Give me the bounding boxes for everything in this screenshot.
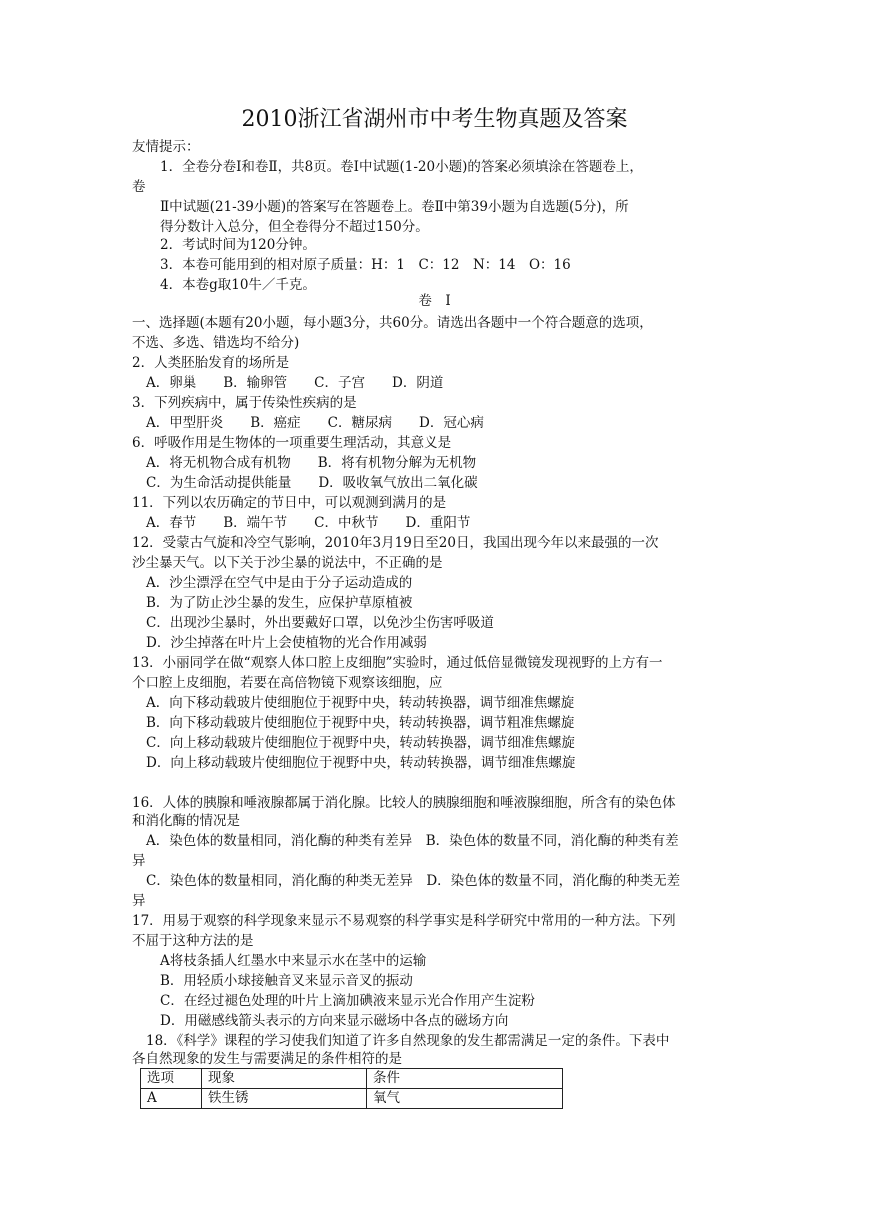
question-stem: 16．人体的胰腺和唾液腺都属于消化腺。比较人的胰腺细胞和唾液腺细胞，所含有的染色体 bbox=[132, 795, 676, 811]
notice-line: Ⅱ中试题(21-39小题)的答案写在答题卷上。卷Ⅱ中第39小题为自选题(5分)，所 bbox=[160, 199, 629, 215]
conditions-table bbox=[140, 1068, 563, 1109]
notice-line: 4．本卷g取10牛／千克。 bbox=[160, 277, 316, 293]
question-option: C．出现沙尘暴时，外出要戴好口罩，以免沙尘伤害呼吸道 bbox=[146, 615, 494, 631]
notice-line: 卷 bbox=[132, 179, 146, 195]
question-option: B．为了防止沙尘暴的发生，应保护草原植被 bbox=[146, 595, 413, 611]
question-option: C．向上移动载玻片使细胞位于视野中央，转动转换器，调节细准焦螺旋 bbox=[146, 735, 575, 751]
question-option: 异 bbox=[132, 853, 146, 869]
question-option: B．用轻质小球接触音叉来显示音叉的振动 bbox=[160, 973, 413, 989]
notice-line: 2．考试时间为120分钟。 bbox=[160, 237, 316, 253]
question-stem: 18．《科学》课程的学习使我们知道了许多自然现象的发生都需满足一定的条件。下表中 bbox=[146, 1033, 670, 1049]
page-title: 2010浙江省湖州市中考生物真题及答案 bbox=[241, 107, 628, 132]
question-stem: 各自然现象的发生与需要满足的条件相符的是 bbox=[132, 1051, 402, 1067]
table-cell: A bbox=[141, 1089, 202, 1109]
question-options: A．卵巢 B．输卵管 C．子宫 D．阴道 bbox=[146, 375, 444, 391]
question-option: 异 bbox=[132, 893, 146, 909]
question-option: A．沙尘漂浮在空气中是由于分子运动造成的 bbox=[146, 575, 413, 591]
question-option: D．沙尘掉落在叶片上会使植物的光合作用减弱 bbox=[146, 635, 427, 651]
table-cell: 氧气 bbox=[367, 1089, 563, 1109]
question-option: B．向下移动载玻片使细胞位于视野中央，转动转换器，调节粗准焦螺旋 bbox=[146, 715, 575, 731]
question-stem: 2．人类胚胎发育的场所是 bbox=[132, 355, 290, 371]
question-option: D．用磁感线箭头表示的方向来显示磁场中各点的磁场方向 bbox=[160, 1013, 509, 1029]
instructions-line: 一、选择题(本题有20小题，每小题3分，共60分。请选出各题中一个符合题意的选项， bbox=[132, 315, 653, 331]
question-stem: 11．下列以农历确定的节日中，可以观测到满月的是 bbox=[132, 495, 447, 511]
question-option: A．向下移动载玻片使细胞位于视野中央，转动转换器，调节细准焦螺旋 bbox=[146, 695, 575, 711]
question-stem: 13．小丽同学在做“观察人体口腔上皮细胞”实验时，通过低倍显微镜发现视野的上方有一 bbox=[132, 655, 663, 671]
question-options: A．春节 B．端午节 C．中秋节 D．重阳节 bbox=[146, 515, 471, 531]
notice-line: 1．全卷分卷Ⅰ和卷Ⅱ，共8页。卷Ⅰ中试题(1-20小题)的答案必须填涂在答题卷上， bbox=[160, 159, 643, 175]
notice-line: 3．本卷可能用到的相对原子质量：H：1 C：12 N：14 O：16 bbox=[160, 257, 571, 273]
table-header-cell: 选项 bbox=[141, 1069, 202, 1089]
question-stem: 6．呼吸作用是生物体的一项重要生理活动，其意义是 bbox=[132, 435, 452, 451]
question-option: D．向上移动载玻片使细胞位于视野中央，转动转换器，调节细准焦螺旋 bbox=[146, 755, 576, 771]
question-option: A．染色体的数量相同，消化酶的种类有差异 B．染色体的数量不同，消化酶的种类有差 bbox=[146, 833, 679, 849]
question-stem: 和消化酶的情况是 bbox=[132, 813, 240, 829]
section-heading: 卷 Ⅰ bbox=[418, 293, 451, 309]
question-stem: 12．受蒙古气旋和冷空气影响，2010年3月19日至20日，我国出现今年以来最强的一次 bbox=[132, 535, 659, 551]
instructions-line: 不选、多选、错选均不给分) bbox=[132, 335, 300, 351]
question-stem: 3．下列疾病中，属于传染性疾病的是 bbox=[132, 395, 357, 411]
question-stem: 个口腔上皮细胞，若要在高倍物镜下观察该细胞，应 bbox=[132, 675, 443, 691]
notice-line: 得分数计入总分，但全卷得分不超过150分。 bbox=[160, 219, 429, 235]
table-cell: 铁生锈 bbox=[202, 1089, 367, 1109]
question-option: C．染色体的数量相同，消化酶的种类无差异 D．染色体的数量不同，消化酶的种类无差 bbox=[146, 873, 681, 889]
question-options: A．甲型肝炎 B．癌症 C．糖尿病 D．冠心病 bbox=[146, 415, 484, 431]
question-option: C．在经过褪色处理的叶片上滴加碘液来显示光合作用产生淀粉 bbox=[160, 993, 535, 1009]
question-stem: 沙尘暴天气。以下关于沙尘暴的说法中，不正确的是 bbox=[132, 555, 443, 571]
question-stem: 17．用易于观察的科学现象来显示不易观察的科学事实是科学研究中常用的一种方法。下列 bbox=[132, 913, 676, 929]
table-header-cell: 现象 bbox=[202, 1069, 367, 1089]
question-option: A将枝条插人红墨水中来显示水在茎中的运输 bbox=[160, 953, 427, 969]
question-option: A．将无机物合成有机物 B．将有机物分解为无机物 bbox=[146, 455, 477, 471]
table-header-row bbox=[141, 1069, 563, 1089]
notice-heading: 友情提示： bbox=[132, 139, 200, 155]
question-option: C．为生命活动提供能量 D．吸收氧气放出二氧化碳 bbox=[146, 475, 478, 491]
question-stem: 不屈于这种方法的是 bbox=[132, 933, 254, 949]
table-row bbox=[141, 1089, 563, 1109]
table-header-cell: 条件 bbox=[367, 1069, 563, 1089]
